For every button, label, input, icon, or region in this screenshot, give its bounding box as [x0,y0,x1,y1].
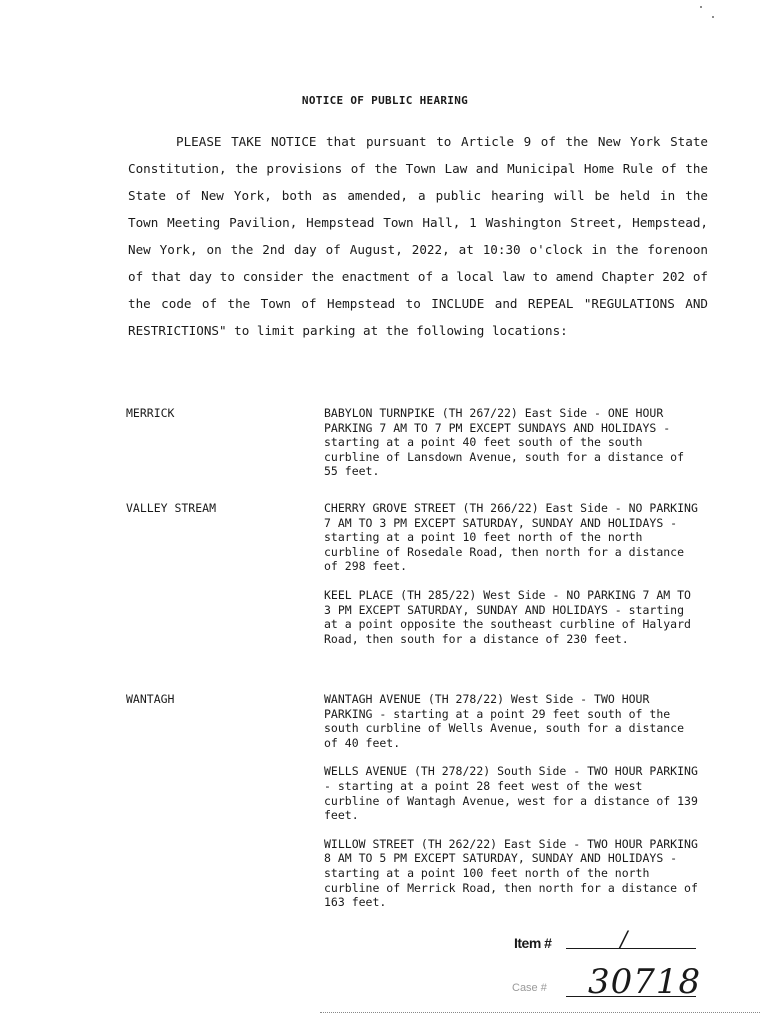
case-number-value: 30718 [588,962,702,1002]
item-number-label: Item # [514,935,552,951]
location-name: MERRICK [126,406,175,420]
location-entries [324,406,699,493]
location-name: VALLEY STREAM [126,501,217,515]
location-name: WANTAGH [126,692,175,706]
regulation-entry: WANTAGH AVENUE (TH 278/22) West Side - TWO HOUR PARKING - starting at a point 29 feet south of the south curbline of Wells Avenue, south for a distance of 40 feet. [324,692,685,750]
regulation-entry: KEEL PLACE (TH 285/22) West Side - NO PARKING 7 AM TO 3 PM EXCEPT SATURDAY, SUNDAY AND HOLIDAYS - starting at a point opposite the southeast curbline of Halyard Road, then south for a distance of 230 feet. [324,587,691,646]
item-number-value: / [620,928,628,953]
notice-title: NOTICE OF PUBLIC HEARING [301,94,469,107]
intro-paragraph: PLEASE TAKE NOTICE that pursuant to Article 9 of the New York State Constitution, the provisions of the Town Law and Municipal Home Rule of the State of New York, both as amended, a public hearing will be held in the Town Meeting Pavilion, Hempstead Town Hall, 1 Washington Street, Hempstead, New York, on the 2nd day of August, 2022, at 10:30 o'clock in the forenoon of that day to consider the enactment of a local law to amend Chapter 202 of the code of the Town of Hempstead to INCLUDE and REPEAL "REGULATIONS AND RESTRICTIONS" to limit parking at the following locations: [128,134,708,338]
case-number-label: Case # [512,982,547,994]
regulation-entry: CHERRY GROVE STREET (TH 266/22) East Side - NO PARKING 7 AM TO 3 PM EXCEPT SATURDAY, SUNDAY AND HOLIDAYS - starting at a point 10 feet north of the north curbline of Rosedale Road, then north for a distance of 298 feet. [324,501,698,574]
location-entries [324,692,699,924]
scan-speck [712,16,714,18]
case-number-line [566,996,696,997]
item-number-line [566,948,696,949]
regulation-entry: WELLS AVENUE (TH 278/22) South Side - TWO HOUR PARKING - starting at a point 28 feet west of the west curbline of Wantagh Avenue, west for a distance of 139 feet. [324,764,698,823]
regulation-entry: BABYLON TURNPIKE (TH 267/22) East Side - ONE HOUR PARKING 7 AM TO 7 PM EXCEPT SUNDAYS AND HOLIDAYS - starting at a point 40 feet south of the south curbline of Lansdown Avenue, south for a distance of 55 feet. [324,406,685,479]
scan-artifact-line [320,1012,760,1013]
location-entries [324,501,699,660]
regulation-entry: WILLOW STREET (TH 262/22) East Side - TWO HOUR PARKING 8 AM TO 5 PM EXCEPT SATURDAY, SUNDAY AND HOLIDAYS - starting at a point 100 feet north of the north curbline of Merrick Road, then north for a distance of 163 feet. [324,836,698,910]
scan-speck [700,6,702,8]
